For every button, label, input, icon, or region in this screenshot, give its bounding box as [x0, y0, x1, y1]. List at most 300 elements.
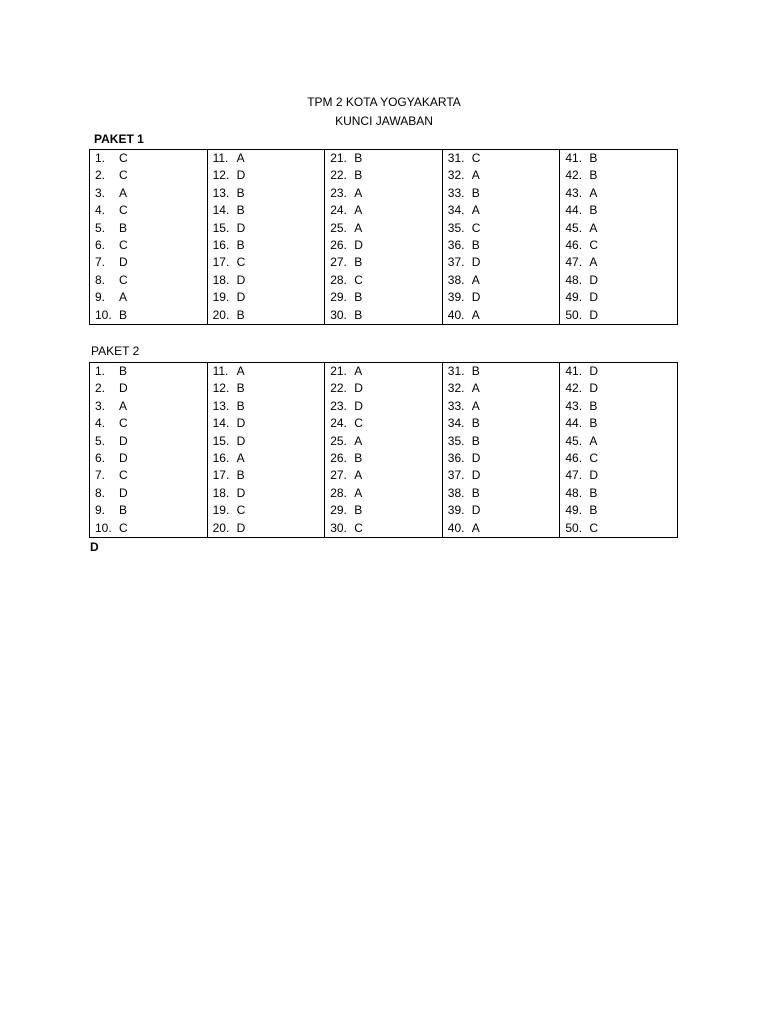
answer-letter: A — [119, 185, 128, 200]
answer-letter: D — [589, 468, 599, 483]
answer-cell — [90, 415, 208, 432]
answer-cell — [442, 380, 560, 397]
question-number: 31. — [447, 151, 465, 165]
answer-letter: D — [236, 168, 246, 183]
answer-letter: A — [354, 485, 363, 500]
answer-letter: B — [471, 238, 480, 253]
answer-cell — [560, 363, 678, 381]
question-number: 48. — [565, 485, 583, 500]
table-row — [90, 220, 678, 237]
question-number: 4. — [95, 203, 106, 218]
answer-cell — [90, 363, 208, 381]
answer-cell — [442, 272, 560, 289]
answer-letter: B — [471, 485, 480, 500]
question-number: 32. — [447, 168, 465, 183]
answer-letter: B — [589, 503, 598, 518]
question-number: 15. — [212, 433, 230, 448]
question-number: 18. — [212, 272, 230, 287]
answer-cell — [90, 398, 208, 415]
answer-cell — [207, 398, 325, 415]
answer-cell — [442, 398, 560, 415]
answer-letter: B — [354, 255, 363, 270]
table-row — [90, 433, 678, 450]
answer-cell — [325, 150, 443, 168]
question-number: 49. — [565, 290, 583, 305]
table-row — [90, 167, 678, 184]
paket-1-answer-table — [89, 149, 678, 325]
question-number: 9. — [95, 290, 106, 305]
answer-cell — [325, 220, 443, 237]
answer-cell — [325, 289, 443, 306]
question-number: 14. — [212, 203, 230, 218]
answer-letter: D — [119, 433, 128, 448]
answer-cell — [325, 254, 443, 271]
answer-cell — [560, 272, 678, 289]
answer-cell — [325, 307, 443, 325]
question-number: 6. — [95, 238, 106, 253]
question-number: 26. — [330, 238, 347, 253]
answer-letter: C — [354, 520, 363, 535]
answer-letter: D — [589, 307, 599, 322]
answer-letter: A — [354, 364, 363, 378]
answer-cell — [560, 202, 678, 219]
question-number: 17. — [212, 468, 230, 483]
question-number: 28. — [330, 485, 347, 500]
answer-letter: C — [119, 203, 128, 218]
answer-letter: A — [471, 520, 480, 535]
answer-letter: B — [354, 151, 363, 165]
question-number: 37. — [447, 468, 465, 483]
answer-cell — [442, 150, 560, 168]
question-number: 18. — [212, 485, 230, 500]
question-number: 50. — [565, 520, 583, 535]
answer-cell — [207, 185, 325, 202]
answer-letter: B — [589, 203, 598, 218]
answer-letter: A — [589, 433, 598, 448]
question-number: 12. — [212, 168, 230, 183]
answer-letter: D — [354, 381, 363, 396]
answer-letter: B — [354, 451, 363, 466]
answer-letter: D — [354, 238, 363, 253]
answer-cell — [442, 502, 560, 519]
question-number: 28. — [330, 272, 347, 287]
answer-letter: B — [471, 416, 480, 431]
answer-cell — [90, 307, 208, 325]
answer-letter: C — [589, 451, 599, 466]
answer-letter: B — [119, 503, 128, 518]
answer-cell — [325, 398, 443, 415]
answer-cell — [207, 202, 325, 219]
answer-letter: B — [589, 151, 598, 165]
table-row — [90, 398, 678, 415]
question-number: 31. — [447, 364, 465, 378]
answer-letter: A — [119, 398, 128, 413]
answer-letter: D — [471, 503, 481, 518]
answer-cell — [325, 202, 443, 219]
answer-cell — [207, 167, 325, 184]
answer-cell — [442, 415, 560, 432]
answer-letter: A — [471, 398, 480, 413]
table-row — [90, 380, 678, 397]
question-number: 16. — [212, 451, 230, 466]
question-number: 41. — [565, 364, 583, 378]
question-number: 33. — [447, 185, 465, 200]
question-number: 2. — [95, 168, 106, 183]
answer-letter: C — [354, 272, 363, 287]
question-number: 8. — [95, 272, 106, 287]
question-number: 1. — [95, 364, 106, 378]
answer-cell — [207, 272, 325, 289]
answer-cell — [442, 363, 560, 381]
answer-letter: D — [236, 290, 246, 305]
answer-letter: A — [589, 255, 598, 270]
table-row — [90, 237, 678, 254]
question-number: 22. — [330, 381, 347, 396]
answer-letter: C — [236, 503, 246, 518]
answer-cell — [90, 289, 208, 306]
question-number: 43. — [565, 398, 583, 413]
answer-letter: A — [354, 185, 363, 200]
question-number: 24. — [330, 203, 347, 218]
question-number: 39. — [447, 503, 465, 518]
question-number: 47. — [565, 468, 583, 483]
answer-letter: B — [354, 290, 363, 305]
answer-letter: D — [236, 433, 246, 448]
answer-cell — [560, 467, 678, 484]
question-number: 34. — [447, 416, 465, 431]
answer-cell — [442, 289, 560, 306]
answer-cell — [560, 307, 678, 325]
answer-letter: A — [471, 272, 480, 287]
question-number: 2. — [95, 381, 106, 396]
answer-letter: C — [119, 151, 128, 165]
table-row — [90, 150, 678, 168]
question-number: 5. — [95, 220, 106, 235]
question-number: 36. — [447, 238, 465, 253]
answer-cell — [207, 237, 325, 254]
footer-mark: D — [90, 540, 99, 554]
answer-cell — [560, 415, 678, 432]
table-row — [90, 502, 678, 519]
answer-cell — [90, 185, 208, 202]
answer-cell — [442, 485, 560, 502]
answer-cell — [560, 502, 678, 519]
document-subtitle: KUNCI JAWABAN — [335, 114, 433, 128]
question-number: 25. — [330, 220, 347, 235]
question-number: 22. — [330, 168, 347, 183]
question-number: 13. — [212, 185, 230, 200]
question-number: 32. — [447, 381, 465, 396]
answer-letter: D — [119, 485, 128, 500]
question-number: 33. — [447, 398, 465, 413]
question-number: 13. — [212, 398, 230, 413]
question-number: 24. — [330, 416, 347, 431]
answer-letter: B — [236, 468, 245, 483]
question-number: 23. — [330, 398, 347, 413]
answer-cell — [560, 289, 678, 306]
question-number: 36. — [447, 451, 465, 466]
question-number: 38. — [447, 485, 465, 500]
answer-letter: D — [589, 290, 599, 305]
table-row — [90, 485, 678, 502]
table-row — [90, 450, 678, 467]
answer-letter: D — [119, 381, 128, 396]
answer-letter: C — [119, 272, 128, 287]
question-number: 46. — [565, 238, 583, 253]
table-row — [90, 272, 678, 289]
answer-letter: C — [236, 255, 246, 270]
answer-cell — [207, 485, 325, 502]
question-number: 16. — [212, 238, 230, 253]
answer-letter: C — [354, 416, 363, 431]
answer-cell — [442, 167, 560, 184]
question-number: 44. — [565, 416, 583, 431]
question-number: 21. — [330, 364, 347, 378]
answer-cell — [90, 380, 208, 397]
answer-cell — [560, 433, 678, 450]
answer-cell — [442, 307, 560, 325]
answer-cell — [325, 363, 443, 381]
answer-letter: C — [119, 520, 128, 535]
answer-cell — [442, 254, 560, 271]
question-number: 29. — [330, 503, 347, 518]
answer-cell — [442, 433, 560, 450]
question-number: 4. — [95, 416, 106, 431]
answer-cell — [442, 220, 560, 237]
answer-letter: D — [471, 290, 481, 305]
answer-letter: D — [236, 220, 246, 235]
question-number: 26. — [330, 451, 347, 466]
question-number: 40. — [447, 307, 465, 322]
question-number: 12. — [212, 381, 230, 396]
answer-letter: B — [236, 185, 245, 200]
question-number: 14. — [212, 416, 230, 431]
question-number: 7. — [95, 255, 106, 270]
answer-cell — [325, 415, 443, 432]
answer-cell — [560, 520, 678, 538]
question-number: 23. — [330, 185, 347, 200]
answer-letter: B — [236, 203, 245, 218]
question-number: 8. — [95, 485, 106, 500]
answer-cell — [325, 272, 443, 289]
answer-cell — [325, 380, 443, 397]
answer-letter: B — [354, 307, 363, 322]
question-number: 45. — [565, 220, 583, 235]
answer-letter: B — [236, 381, 245, 396]
document-title: TPM 2 KOTA YOGYAKARTA — [307, 95, 461, 109]
answer-letter: D — [236, 416, 246, 431]
answer-letter: D — [354, 398, 363, 413]
answer-cell — [560, 254, 678, 271]
answer-cell — [207, 150, 325, 168]
answer-letter: B — [471, 364, 480, 378]
answer-cell — [325, 237, 443, 254]
answer-letter: B — [119, 364, 128, 378]
answer-letter: D — [236, 520, 246, 535]
answer-letter: C — [119, 416, 128, 431]
table-row — [90, 254, 678, 271]
answer-letter: A — [354, 220, 363, 235]
table-row — [90, 467, 678, 484]
answer-letter: B — [236, 238, 245, 253]
answer-cell — [560, 150, 678, 168]
answer-cell — [325, 502, 443, 519]
answer-cell — [90, 237, 208, 254]
answer-letter: B — [589, 485, 598, 500]
answer-letter: B — [471, 185, 480, 200]
question-number: 20. — [212, 307, 230, 322]
answer-letter: C — [471, 220, 481, 235]
answer-letter: A — [119, 290, 128, 305]
answer-cell — [325, 450, 443, 467]
table-row — [90, 185, 678, 202]
answer-letter: B — [354, 168, 363, 183]
answer-letter: A — [471, 307, 480, 322]
answer-letter: A — [236, 151, 245, 165]
answer-letter: C — [471, 151, 481, 165]
answer-cell — [442, 450, 560, 467]
table-row — [90, 289, 678, 306]
answer-letter: B — [119, 220, 128, 235]
table-row — [90, 520, 678, 538]
answer-cell — [90, 202, 208, 219]
question-number: 45. — [565, 433, 583, 448]
answer-letter: C — [119, 238, 128, 253]
answer-cell — [325, 520, 443, 538]
answer-cell — [325, 467, 443, 484]
answer-letter: C — [119, 168, 128, 183]
answer-cell — [90, 433, 208, 450]
question-number: 41. — [565, 151, 583, 165]
answer-cell — [90, 254, 208, 271]
answer-cell — [207, 415, 325, 432]
paket-2-answer-table — [89, 362, 678, 538]
answer-letter: B — [589, 168, 598, 183]
question-number: 42. — [565, 168, 583, 183]
question-number: 11. — [212, 364, 229, 378]
answer-cell — [325, 485, 443, 502]
question-number: 39. — [447, 290, 465, 305]
answer-letter: D — [119, 451, 128, 466]
question-number: 34. — [447, 203, 465, 218]
answer-cell — [207, 307, 325, 325]
question-number: 38. — [447, 272, 465, 287]
answer-cell — [560, 237, 678, 254]
answer-letter: A — [471, 381, 480, 396]
answer-cell — [442, 185, 560, 202]
answer-cell — [207, 502, 325, 519]
answer-letter: A — [236, 451, 245, 466]
question-number: 5. — [95, 433, 106, 448]
answer-cell — [560, 220, 678, 237]
question-number: 11. — [212, 151, 229, 165]
paket-1-label: PAKET 1 — [94, 132, 144, 146]
table-row — [90, 202, 678, 219]
question-number: 10. — [95, 307, 112, 322]
answer-letter: A — [471, 168, 480, 183]
question-number: 1. — [95, 151, 106, 165]
answer-cell — [207, 467, 325, 484]
question-number: 19. — [212, 503, 230, 518]
answer-cell — [560, 380, 678, 397]
answer-letter: C — [119, 468, 128, 483]
question-number: 50. — [565, 307, 583, 322]
answer-cell — [207, 380, 325, 397]
question-number: 48. — [565, 272, 583, 287]
answer-letter: D — [589, 364, 599, 378]
question-number: 44. — [565, 203, 583, 218]
table-row — [90, 307, 678, 325]
question-number: 49. — [565, 503, 583, 518]
question-number: 35. — [447, 220, 465, 235]
answer-cell — [207, 450, 325, 467]
answer-cell — [90, 485, 208, 502]
question-number: 27. — [330, 255, 347, 270]
answer-cell — [90, 502, 208, 519]
answer-cell — [442, 237, 560, 254]
paket-2-label: PAKET 2 — [91, 344, 140, 358]
answer-letter: C — [589, 238, 599, 253]
question-number: 27. — [330, 468, 347, 483]
answer-letter: A — [589, 185, 598, 200]
answer-letter: D — [236, 272, 246, 287]
question-number: 37. — [447, 255, 465, 270]
answer-cell — [90, 167, 208, 184]
answer-cell — [90, 520, 208, 538]
answer-cell — [560, 185, 678, 202]
answer-letter: D — [119, 255, 128, 270]
question-number: 21. — [330, 151, 347, 165]
answer-cell — [90, 467, 208, 484]
question-number: 42. — [565, 381, 583, 396]
question-number: 15. — [212, 220, 230, 235]
answer-cell — [207, 433, 325, 450]
answer-letter: D — [589, 272, 599, 287]
answer-letter: D — [589, 381, 599, 396]
answer-letter: A — [589, 220, 598, 235]
question-number: 30. — [330, 520, 347, 535]
answer-cell — [90, 220, 208, 237]
question-number: 25. — [330, 433, 347, 448]
answer-cell — [560, 450, 678, 467]
answer-cell — [560, 485, 678, 502]
answer-letter: D — [471, 255, 481, 270]
answer-letter: A — [354, 433, 363, 448]
answer-letter: D — [471, 451, 481, 466]
answer-letter: A — [354, 203, 363, 218]
answer-cell — [325, 167, 443, 184]
table-row — [90, 415, 678, 432]
question-number: 19. — [212, 290, 230, 305]
question-number: 46. — [565, 451, 583, 466]
question-number: 6. — [95, 451, 106, 466]
answer-cell — [442, 520, 560, 538]
question-number: 3. — [95, 185, 106, 200]
answer-letter: B — [236, 307, 245, 322]
answer-cell — [560, 167, 678, 184]
table-row — [90, 363, 678, 381]
answer-letter: A — [471, 203, 480, 218]
answer-letter: A — [236, 364, 245, 378]
answer-cell — [560, 398, 678, 415]
question-number: 43. — [565, 185, 583, 200]
answer-cell — [442, 467, 560, 484]
answer-cell — [325, 185, 443, 202]
answer-letter: D — [236, 485, 246, 500]
question-number: 3. — [95, 398, 106, 413]
question-number: 7. — [95, 468, 106, 483]
answer-cell — [90, 272, 208, 289]
